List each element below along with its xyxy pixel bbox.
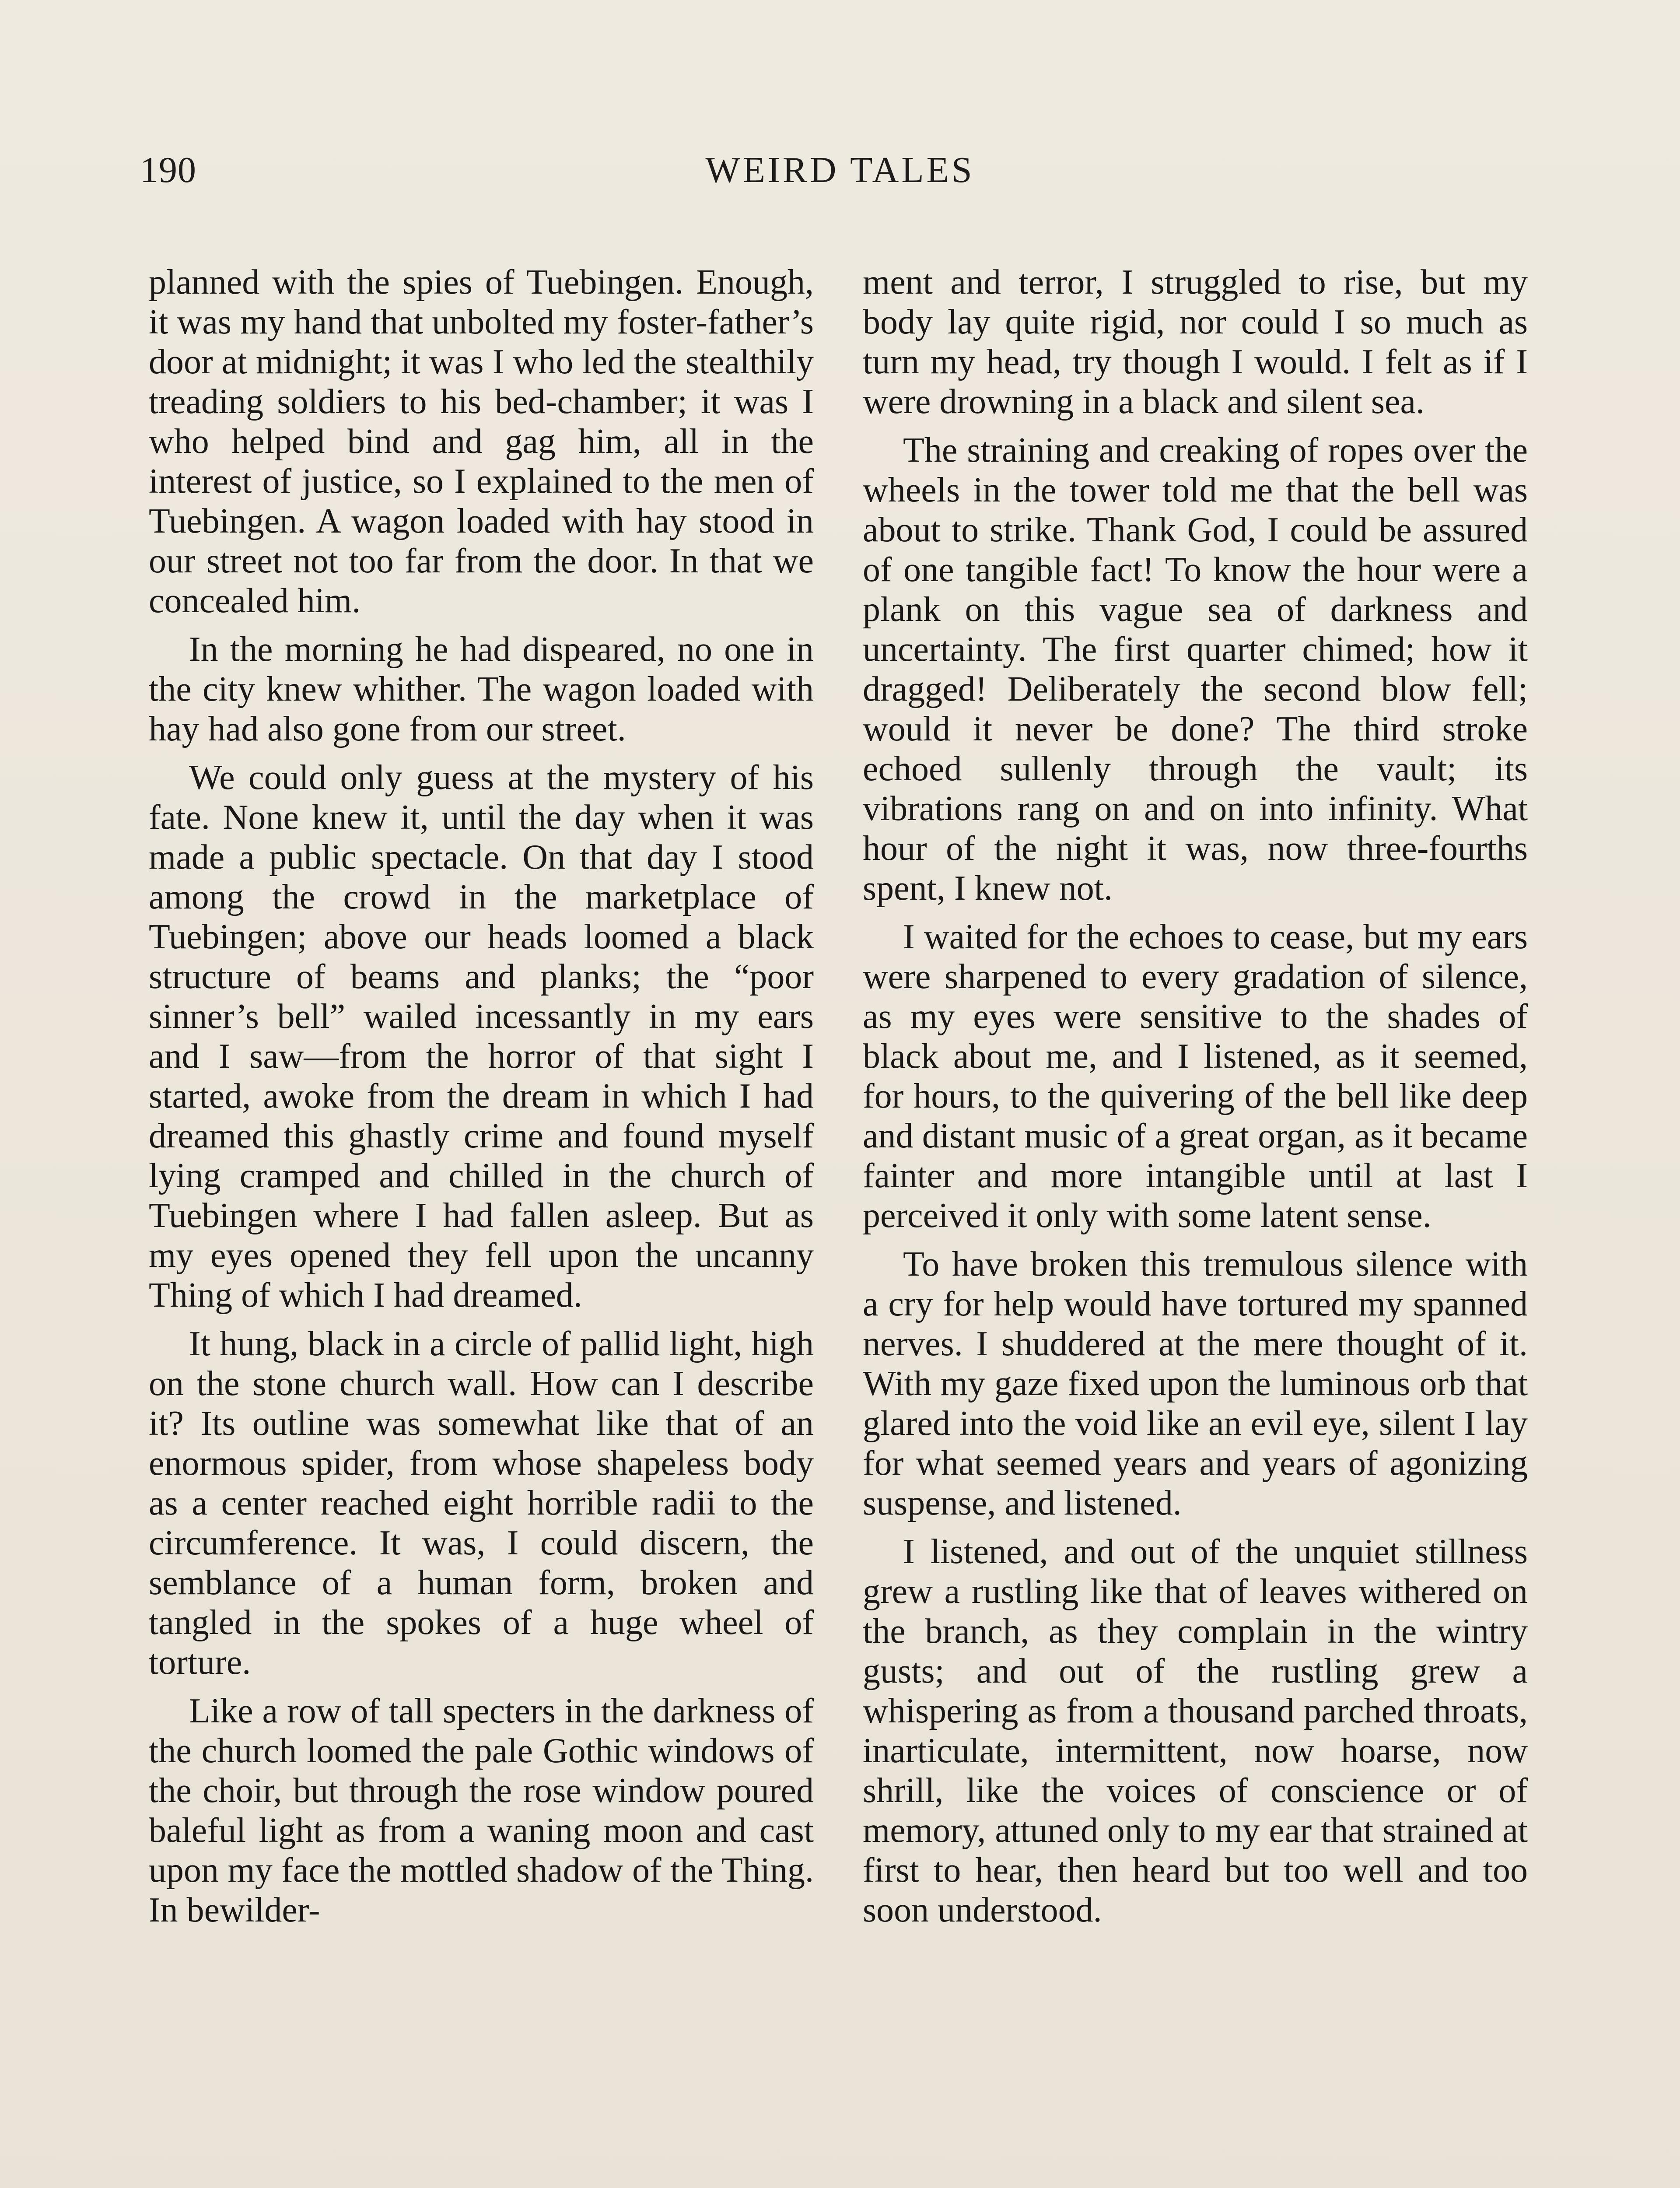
paragraph: In the morning he had dispeared, no one in the city knew whither. The wagon loaded with hay had also gone from our street.	[149, 630, 814, 748]
paragraph: It hung, black in a circle of pallid light, high on the stone church wall. How can I describe it? Its outline was somewhat like that of an enormous spider, from whose shapeless body as a center reached eight horrible radii to the circumference. It was, I could discern, the semblance of a human form, broken and tangled in the spokes of a huge wheel of torture.	[149, 1325, 814, 1682]
paragraph: We could only guess at the mystery of his fate. None knew it, until the day when it was made a public spectacle. On that day I stood among the crowd in the marketplace of Tuebingen; above our heads loomed a black structure of beams and planks; the “poor sinner’s bell” wailed incessantly in my ears and I saw—from the horror of that sight I started, awoke from the dream in which I had dreamed this ghastly crime and found myself lying cramped and chilled in the church of Tuebingen where I had fallen asleep. But as my eyes opened they fell upon the uncanny Thing of which I had dreamed.	[149, 758, 814, 1315]
page-header	[140, 149, 1540, 206]
running-title: WEIRD TALES	[705, 150, 975, 190]
paragraph: To have broken this tremulous silence with a cry for help would have tortured my spanned nerves. I shuddered at the mere thought of it. With my gaze fixed upon the luminous orb that glared into the void like an evil eye, silent I lay for what seemed years and years of agonizing suspense, and listened.	[863, 1245, 1528, 1522]
paragraph: Like a row of tall specters in the darkness of the church loomed the pale Gothic windows of the choir, but through the rose window poured baleful light as from a waning moon and cast upon my face the mottled shadow of the Thing. In bewilder-	[149, 1692, 814, 1929]
page-number: 190	[140, 150, 196, 190]
right-column	[863, 263, 1528, 1939]
paragraph: The straining and creaking of ropes over the wheels in the tower told me that the bell was about to strike. Thank God, I could be assured of one tangible fact! To know the hour were a plank on this vague sea of darkness and uncertainty. The first quarter chimed; how it dragged! Deliberately the second blow fell; would it never be done? The third stroke echoed sullenly through the vault; its vibrations rang on and on into infinity. What hour of the night it was, now three-fourths spent, I knew not.	[863, 431, 1528, 908]
left-column	[149, 263, 814, 1939]
paragraph: planned with the spies of Tuebingen. Enough, it was my hand that unbolted my foster-father’s door at midnight; it was I who led the stealthily treading soldiers to his bed-chamber; it was I who helped bind and gag him, all in the interest of justice, so I explained to the men of Tuebingen. A wagon loaded with hay stood in our street not too far from the door. In that we concealed him.	[149, 263, 814, 620]
paragraph: I listened, and out of the unquiet stillness grew a rustling like that of leaves withered on the branch, as they complain in the wintry gusts; and out of the rustling grew a whispering as from a thousand parched throats, inarticulate, intermittent, now hoarse, now shrill, like the voices of conscience or of memory, attuned only to my ear that strained at first to hear, then heard but too well and too soon understood.	[863, 1532, 1528, 1929]
paragraph: ment and terror, I struggled to rise, but my body lay quite rigid, nor could I so much as turn my head, try though I would. I felt as if I were drowning in a black and silent sea.	[863, 263, 1528, 421]
paragraph: I waited for the echoes to cease, but my ears were sharpened to every gradation of silence, as my eyes were sensitive to the shades of black about me, and I listened, as it seemed, for hours, to the quivering of the bell like deep and distant music of a great organ, as it became fainter and more intangible until at last I perceived it only with some latent sense.	[863, 918, 1528, 1235]
